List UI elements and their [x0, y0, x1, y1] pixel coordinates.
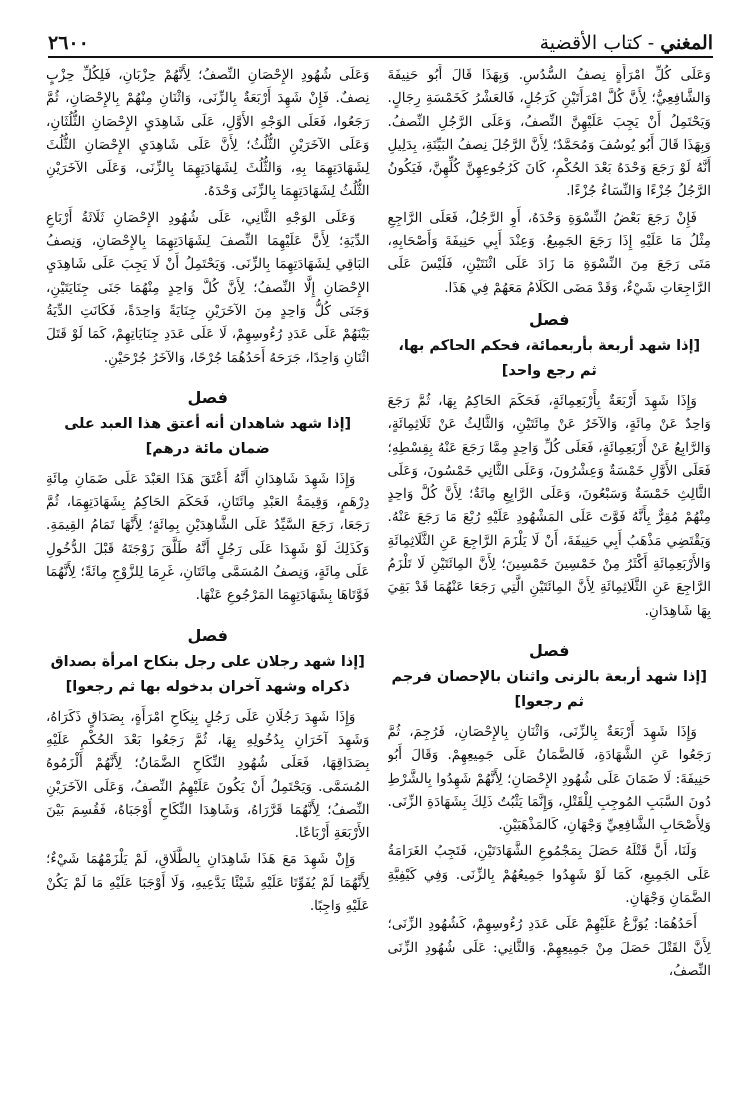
paragraph: وَإِنْ شَهِدَ مَعَ هَذَا شَاهِدَانِ بِالطَّلَاقِ، لَمْ يَلْزَمْهُمَا شَيْءٌ؛ لِأَنَّهُمَا لَمْ يُفَوِّتَا عَلَيْهِ شَيْئًا يَدَّعِيهِ، وَلَا أَوْجَبَا عَلَيْهِ مَا لَمْ يَكُنْ عَلَيْهِ وَاجِبًا.: [46, 851, 370, 915]
section-title: [إذا شهد أربعة بأربعمائة، فحكم الحاكم بها، ثم رجع واحد]: [398, 337, 701, 379]
book-name: المغني: [660, 32, 713, 54]
paragraph: وَعَلَى شُهُودِ الإِحْصَانِ النِّصفُ؛ لِأَنَّهُمْ حِزْبَانِ، فَلِكُلِّ حِزْبٍ نِصفٌ. فَإِنْ شَهِدَ أَرْبَعَةٌ بِالزِّنَى، وَاثْنَانِ مِنْهُمْ بِالإِحْصَانِ، ثُمَّ رَجَعُوا، فَعَلَى الوَجْهِ الأَوَّلِ، عَلَى شَاهِدَيِ الإِحْصَانِ الثُّلُثَانِ، وَعَلَى الآخَرَيْنِ الثُّلُثُ؛ لِأَنَّ عَلَى شَاهِدَيِ الإِحْصَانِ الثُّلُثَ لِشَهَادَتِهِمَا بِهِ، وَالثُّلُثَ لِشَهَادَتِهِمَا بِالزِّنَى، وَعَلَى الآخَرَيْنِ الثُّلُثُ لِشَهَادَتِهِمَا بِالزِّنَى وَحْدَهُ.: [46, 67, 370, 200]
running-header: [48, 28, 713, 58]
left-column: [46, 64, 370, 1079]
section-label: فصل: [528, 309, 570, 329]
paragraph: وَإِذَا شَهِدَ شَاهِدَانِ أَنَّهُ أَعْتَقَ هَذَا العَبْدَ عَلَى ضَمَانِ مِائَةِ دِرْهَمٍ، وَقِيمَةُ العَبْدِ مِائَتَانِ، فَحَكَمَ الحَاكِمُ بِشَهَادَتِهِمَا، ثُمَّ رَجَعَا، رَجَعَ السَّيِّدُ عَلَى الشَّاهِدَيْنِ بِمِائَةٍ؛ لِأَنَّهَا تَمَامُ القِيمَةِ. وَكَذَلِكَ لَوْ شَهِدَا عَلَى رَجُلٍ أَنَّهُ طَلَّقَ زَوْجَتَهُ قَبْلَ الدُّخُولِ عَلَى مِائَةٍ، وَنِصفُ المُسَمَّى مِائَتَانِ، غَرِمَا لِلزَّوْجِ مِائَةً؛ لِأَنَّهُمَا فَوَّتَاهَا بِشَهَادَتِهِمَا المَرْجُوعِ عَنْهَا.: [46, 470, 370, 604]
paragraph: وَإِذَا شَهِدَ أَرْبَعَةٌ بِأَرْبَعِمِائَةٍ، فَحَكَمَ الحَاكِمُ بِهَا، ثُمَّ رَجَعَ وَاحِدٌ عَنْ مِائَةٍ، وَالآخَرُ عَنْ مِائَتَيْنِ، وَالثَّالِثُ عَنْ ثَلَاثِمِائَةٍ، وَالرَّابِعُ عَنْ أَرْبَعِمِائَةٍ، فَعَلَى كُلِّ وَاحِدٍ مِمَّا رَجَعَ عَنْهُ بِقِسْطِهِ؛ فَعَلَى الأَوَّلِ خَمْسَةٌ وَعِشْرُونَ، وَعَلَى الثَّانِي خَمْسُونَ، وَعَلَى الثَّالِثِ خَمْسَةٌ وَسَبْعُونَ، وَعَلَى الرَّابِعِ مِائَةٌ؛ لِأَنَّ كُلَّ وَاحِدٍ مِنْهُمْ مُقِرٌّ بِأَنَّهُ فَوَّتَ عَلَى المَشْهُودِ عَلَيْهِ رُبْعَ مَا رَجَعَ عَنْهُ. وَيَقْتَضِي مَذْهَبُ أَبِي حَنِيفَةَ، أَنْ لَا يَلْزَمَ الرَّاجِعَ عَنِ الثَّلَاثِمِائَةِ وَالأَرْبَعِمِائَةِ أَكْثَرُ مِنْ خَمْسِينَ خَمْسِينَ؛ لِأَنَّ المِائَتَيْنِ لَا تَلْزَمُ الرَّاجِعَ عَنِ الثَّلَاثِمِائَةِ لِأَنَّ المِائَتَيْنِ الَّتِي رَجَعَا عَنْهُمَا قَدْ بَقِيَ بِهَا شَاهِدَانِ.: [387, 392, 711, 619]
header-separator: -: [641, 32, 661, 54]
paragraph: وَلَنَا، أَنَّ قَتْلَهُ حَصَلَ بِمَجْمُوعِ الشَّهَادَتَيْنِ، فَتَجِبُ الغَرَامَةُ عَلَى الجَمِيعِ، كَمَا لَوْ شَهِدُوا جَمِيعُهُمْ بِالزِّنَى. وَفِي كَيْفِيَّةِ الضَّمَانِ وَجْهَانِ.: [387, 843, 711, 907]
section-title: [إذا شهد أربعة بالزنى واثنان بالإحصان فرجم ثم رجعوا]: [391, 668, 707, 710]
section-title: [إذا شهد شاهدان أنه أعتق هذا العبد على ضمان مائة درهم]: [64, 415, 352, 457]
header-title: [540, 32, 713, 56]
section-label: فصل: [187, 625, 229, 645]
paragraph: أَحَدُهُمَا: يُوَزَّعُ عَلَيْهِمْ عَلَى عَدَدِ رُءُوسِهِمْ، كَشُهُودِ الزِّنَى؛ لِأَنَّ القَتْلَ حَصَلَ مِنْ جَمِيعِهِمْ. وَالثَّانِي: عَلَى شُهُودِ الزِّنَى النِّصفُ،: [387, 916, 711, 979]
paragraph: وَعَلَى الوَجْهِ الثَّانِي، عَلَى شُهُودِ الإِحْصَانِ ثَلَاثَةُ أَرْبَاعِ الدِّيَةِ؛ لِأَنَّ عَلَيْهِمَا النِّصفَ لِشَهَادَتِهِمَا بِالإِحْصَانِ، وَنِصفُ البَاقِي لِشَهَادَتِهِمَا بِالزِّنَى. وَيَحْتَمِلُ أَنْ لَا يَجِبَ عَلَى شَاهِدَيِ الإِحْصَانِ إِلَّا النِّصفُ؛ لِأَنَّ كُلَّ وَاحِدٍ مِنْهُمَا جَنَى جِنَايَتَيْنِ، وَجَنَى كُلُّ وَاحِدٍ مِنَ الآخَرَيْنِ جِنَايَةً وَاحِدَةً، فَكَانَتِ الدِّيَةُ بَيْنَهُمْ عَلَى عَدَدِ رُءُوسِهِمْ، لَا عَلَى عَدَدِ جِنَايَاتِهِمْ، كَمَا لَوْ قَتَلَ اثْنَانِ وَاحِدًا، جَرَحَهُ أَحَدُهُمَا جُرْحًا، وَالآخَرُ جُرْحَيْنِ.: [46, 209, 370, 366]
paragraph: فَإِنْ رَجَعَ بَعْضُ النِّسْوَةِ وَحْدَهُ، أَوِ الرَّجُلُ، فَعَلَى الرَّاجِعِ مِثْلُ مَا عَلَيْهِ إِذَا رَجَعَ الجَمِيعُ. وَعِنْدَ أَبِي حَنِيفَةَ وَأَصْحَابِهِ، مَتَى رَجَعَ مِنَ النِّسْوَةِ مَا زَادَ عَلَى اثْنَتَيْنِ، فَلَيْسَ عَلَى الرَّاجِعَاتِ شَيْءٌ، وَقَدْ مَضَى الكَلَامُ مَعَهُمْ فِي هَذَا.: [387, 209, 711, 296]
right-column: [388, 64, 712, 1079]
paragraph: وَإِذَا شَهِدَ أَرْبَعَةٌ بِالزِّنَى، وَاثْنَانِ بِالإِحْصَانِ، فَرُجِمَ، ثُمَّ رَجَعُوا عَنِ الشَّهَادَةِ، فَالضَّمَانُ عَلَى جَمِيعِهِمْ. وَقَالَ أَبُو حَنِيفَةَ: لَا ضَمَانَ عَلَى شُهُودِ الإِحْصَانِ؛ لِأَنَّهُمْ شَهِدُوا بِالشَّرْطِ دُونَ السَّبَبِ المُوجِبِ لِلْقَتْلِ، وَإِنَّمَا يَثْبُتُ ذَلِكَ بِشَهَادَةِ الزِّنَى. وَلِأَصْحَابِ الشَّافِعِيِّ وَجْهَانِ، كَالمَذْهَبَيْنِ.: [387, 723, 711, 834]
chapter-name: كتاب الأقضية: [539, 32, 642, 54]
section-label: فصل: [528, 640, 570, 660]
paragraph: وَإِذَا شَهِدَ رَجُلَانِ عَلَى رَجُلٍ بِنِكَاحِ امْرَأَةٍ، بِصَدَاقٍ ذَكَرَاهُ، وَشَهِدَ آخَرَانِ بِدُخُولِهِ بِهَا، ثُمَّ رَجَعُوا بَعْدَ الحُكْمِ عَلَيْهِ بِصَدَاقِهَا، فَعَلَى شُهُودِ النِّكَاحِ الضَّمَانُ؛ لِأَنَّهُمْ أَلْزَمُوهُ المُسَمَّى. وَيَحْتَمِلُ أَنْ يَكُونَ عَلَيْهِمُ النِّصفُ، وَعَلَى الآخَرَيْنِ النِّصفُ؛ لِأَنَّهُمَا قَرَّرَاهُ، وَشَاهِدَا النِّكَاحِ أَوْجَبَاهُ، فَقُسِمَ بَيْنَ الأَرْبَعَةِ أَرْبَاعًا.: [46, 708, 370, 842]
section-title: [إذا شهد رجلان على رجل بنكاح امرأة بصداق ذكراه وشهد آخران بدخوله بها ثم رجعوا]: [50, 653, 365, 695]
text-columns: [46, 64, 711, 1079]
paragraph: وَعَلَى كُلِّ امْرَأَةٍ نِصفُ السُّدُسِ. وَبِهَذَا قَالَ أَبُو حَنِيفَةَ وَالشَّافِعِيُّ؛ لِأَنَّ كُلَّ امْرَأَتَيْنِ كَرَجُلٍ، فَالعَشْرُ كَخَمْسَةِ رِجَالٍ. وَيَحْتَمِلُ أَنْ يَجِبَ عَلَيْهِنَّ النِّصفُ، وَعَلَى الرَّجُلِ النِّصفُ. وَبِهَذَا قَالَ أَبُو يُوسُفَ وَمُحَمَّدٌ؛ لِأَنَّ الرَّجُلَ نِصفُ البَيِّنَةِ، بِدَلِيلِ أَنَّهُ لَوْ رَجَعَ وَحْدَهُ بَعْدَ الحُكْمِ، كَانَ كَرُجُوعِهِنَّ كُلِّهِنَّ، فَيَكُونُ الرَّجُلُ جُزْءًا وَالنِّسَاءُ جُزْءًا.: [387, 67, 711, 200]
page-number: ٢٦٠٠: [48, 32, 89, 54]
section-label: فصل: [187, 387, 229, 407]
